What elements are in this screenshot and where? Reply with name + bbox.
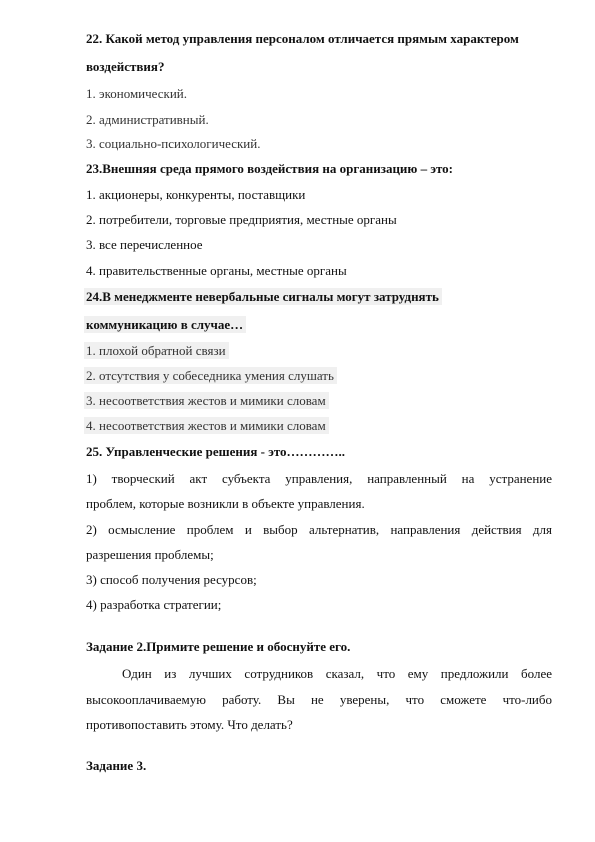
- q25-option-1-line2: проблем, которые возникли в объекте управления.: [86, 496, 365, 511]
- q24-option-3: [86, 393, 329, 409]
- task3-title: Задание 3.: [86, 758, 147, 773]
- q25-title: 25. Управленческие решения - это…………..: [86, 444, 346, 459]
- q22-option-1: 1. экономический.: [86, 86, 188, 101]
- task2-text-line3: противопоставить этому. Что делать?: [86, 717, 293, 732]
- q24-option-2-text: 2. отсутствия у собеседника умения слушать: [84, 367, 337, 384]
- q24-option-3-text: 3. несоответствия жестов и мимики словам: [84, 392, 329, 409]
- q24-title-line1-text: 24.В менеджменте невербальные сигналы могут затруднять: [84, 288, 442, 305]
- q24-option-1-text: 1. плохой обратной связи: [84, 342, 229, 359]
- q25-option-2-line2: разрешения проблемы;: [86, 547, 214, 562]
- q23-option-4: 4. правительственные органы, местные органы: [86, 263, 347, 278]
- q23-option-3: 3. все перечисленное: [86, 237, 203, 252]
- task2-title: Задание 2.Примите решение и обоснуйте его.: [86, 639, 351, 654]
- q22-option-3: 3. социально-психологический.: [86, 136, 261, 151]
- task2-text-line2: высокооплачиваемую работу. Вы не уверены, что сможете что-либо: [86, 692, 552, 707]
- q24-option-1: [86, 343, 229, 359]
- q25-option-3: 3) способ получения ресурсов;: [86, 572, 257, 587]
- q23-title: 23.Внешняя среда прямого воздействия на организацию – это:: [86, 161, 454, 176]
- task2-text-line1: Один из лучших сотрудников сказал, что ему предложили более: [122, 666, 552, 681]
- q24-title-line2: [86, 317, 246, 333]
- q24-title-line1: [86, 289, 442, 305]
- q25-option-4: 4) разработка стратегии;: [86, 597, 222, 612]
- q22-option-2: 2. административный.: [86, 112, 209, 127]
- q22-title-line1: 22. Какой метод управления персоналом отличается прямым характером: [86, 31, 519, 46]
- q24-option-4: [86, 418, 329, 434]
- q22-title-line2: воздействия?: [86, 59, 165, 74]
- q24-title-line2-text: коммуникацию в случае…: [84, 316, 246, 333]
- q23-option-2: 2. потребители, торговые предприятия, местные органы: [86, 212, 397, 227]
- q25-option-2-line1: 2) осмысление проблем и выбор альтернатив, направления действия для: [86, 522, 552, 537]
- q25-option-1-line1: 1) творческий акт субъекта управления, направленный на устранение: [86, 471, 552, 486]
- q23-option-1: 1. акционеры, конкуренты, поставщики: [86, 187, 306, 202]
- q24-option-2: [86, 368, 337, 384]
- q24-option-4-text: 4. несоответствия жестов и мимики словам: [84, 417, 329, 434]
